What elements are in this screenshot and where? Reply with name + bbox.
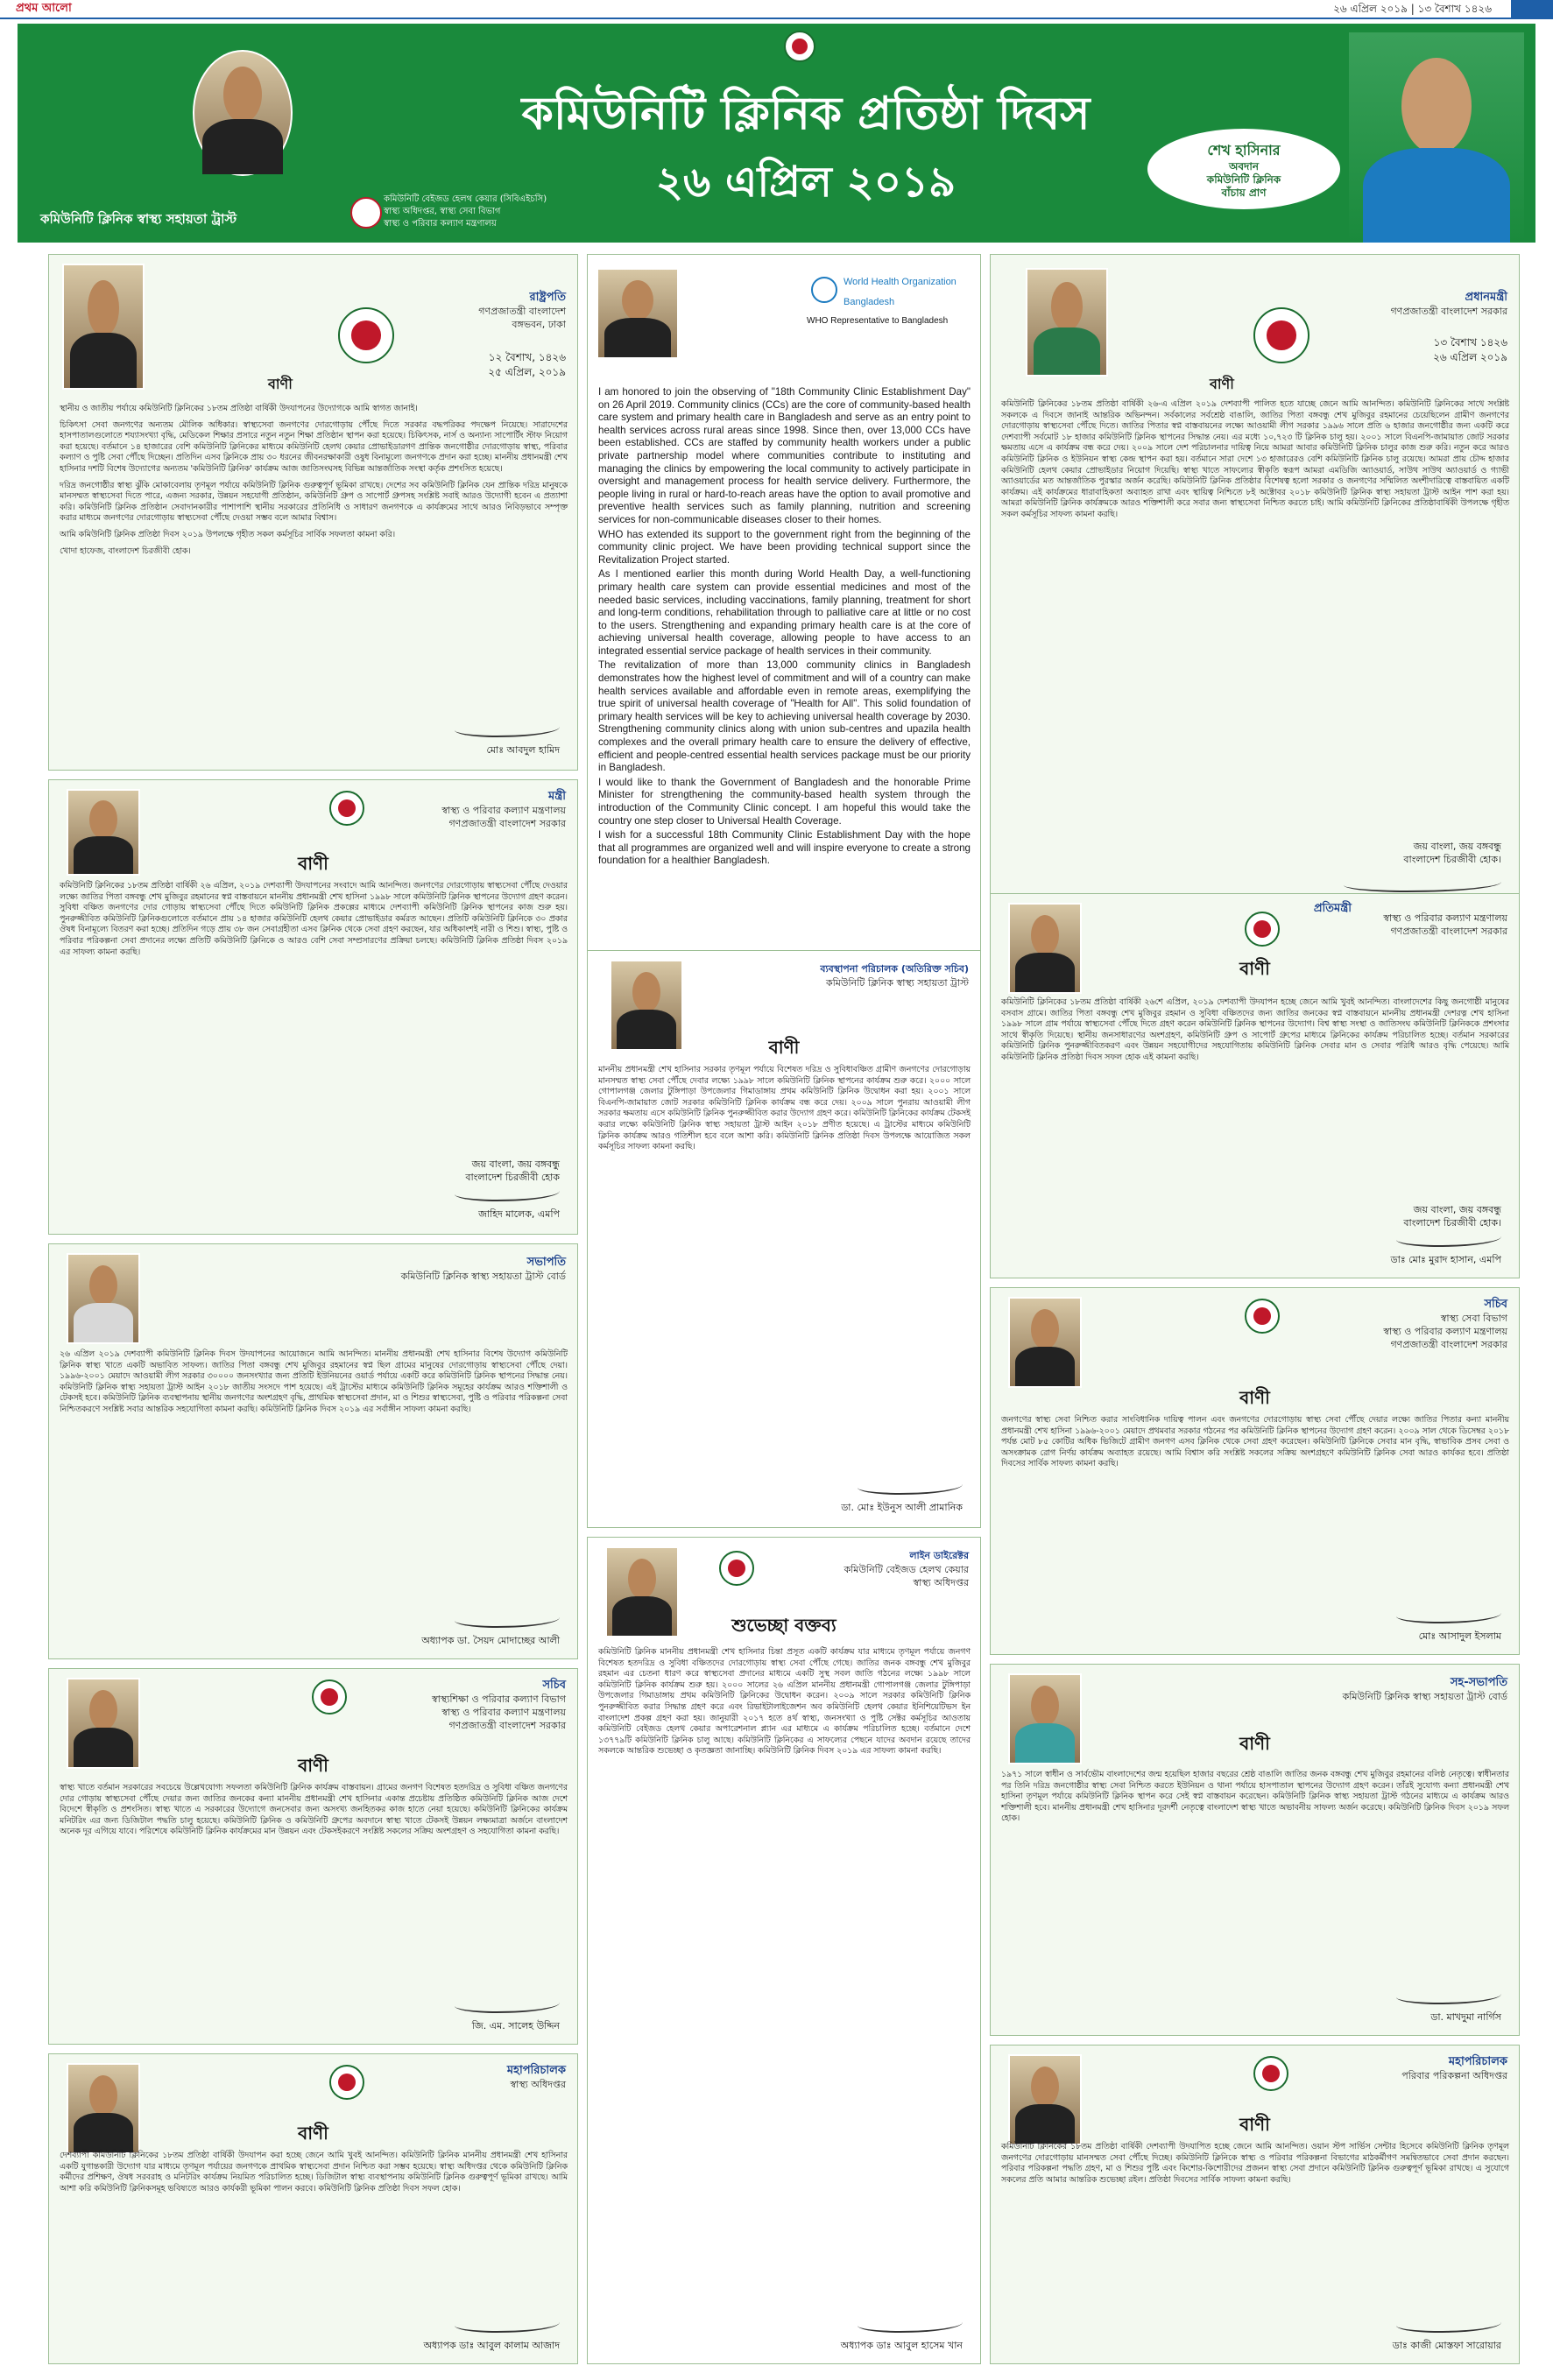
ministry-logo xyxy=(1245,912,1280,947)
health-secretary-title: সচিব xyxy=(1484,1298,1507,1311)
pm-portrait xyxy=(1349,32,1524,243)
dg-fp-signature xyxy=(1396,2315,1501,2333)
minister-org: স্বাস্থ্য ও পরিবার কল্যাণ মন্ত্রণালয় xyxy=(441,805,566,816)
president-title: রাষ্ট্রপতি xyxy=(529,291,566,304)
dg-fp-title: মহাপরিচালক xyxy=(1448,2055,1507,2068)
dg-fp-org: পরিবার পরিকল্পনা অধিদপ্তর xyxy=(1401,2070,1507,2081)
state-minister-signer: ডাঃ মোঃ মুরাদ হাসান, এমপি xyxy=(1390,1254,1501,1265)
trust-name: কমিউনিটি ক্লিনিক স্বাস্থ্য সহায়তা ট্রাস্ট xyxy=(40,211,237,227)
who-role: WHO Representative to Bangladesh xyxy=(807,316,949,326)
dg-fp-body: কমিউনিটি ক্লিনিকের ১৮তম প্রতিষ্ঠা বার্ষিকী দেশব্যাপী উদযাপিত হচ্ছে জেনে আমি আনন্দিত। ওয়ান স্টপ সার্ভিস সেন্টার হিসেবে কমিউনিটি ক্লিনিক তৃণমূল জনগণের দোরগোড়ায় মানসম্মত সেবা পৌঁছে দিচ্ছে। কমিউনিটি ক্লিনিকে স্বাস্থ্য ও পরিবার পরিকল্পনা বিভাগের মাঠকর্মীগণ সমন্বিতভাবে সেবা প্রদান করছেন। পরিবার পরিকল্পনা পদ্ধতি গ্রহণ, মা ও শিশুর পুষ্টি এবং কিশোর-কিশোরীদের প্রজনন স্বাস্থ্য সেবা প্রদানে কমিউনিটি ক্লিনিক গুরুত্বপূর্ণ ভূমিকা রাখছে। এ সুযোগে সকলের প্রতি আমার আন্তরিক শুভেচ্ছা রইল। প্রতিষ্ঠা দিবসের সার্বিক সাফল্য কামনা করছি। xyxy=(1001,2142,1509,2185)
secretary-body: স্বাস্থ্য খাতে বর্তমান সরকারের সবচেয়ে উল্লেখযোগ্য সফলতা কমিউনিটি ক্লিনিক কার্যক্রম বাস্তবায়ন। গ্রামের জনগণ বিশেষত হতদরিদ্র ও সুবিধা বঞ্চিত জনগণের দোর গোড়ায় স্বাস্থ্যসেবা পৌঁছে দেয়ার জন্য জাতির জনকের কন্যা মাননীয় প্রধানমন্ত্রী শেখ হাসিনার একান্ত প্রচেষ্টায় প্রতিষ্ঠিত কমিউনিটি ক্লিনিক আজ দেশে বিদেশে স্বীকৃতি ও প্রশংসিত। স্বাস্থ্য খাতে এ সরকারের উদ্যোগে জনসেবার জন্য অসংখ্য জনহিতকর কাজ হাতে নেয়া হয়েছে। কমিউনিটি ক্লিনিকের কার্যক্রম মনিটরিং এর জন্য ডিজিটাল পদ্ধতি চালু হয়েছে। কমিউনিটি ক্লিনিক ও কমিউনিটি গ্রুপের অবদানে স্বাস্থ্য খাতে টেকসই উন্নয়ন লক্ষ্যমাত্রা অর্জনে বাংলাদেশ অনেক দূর এগিয়ে যাবে। পরিশেষে কমিউনিটি ক্লিনিক কার্যক্রমের মান উন্নয়ন এবং টেকসইকরণে সংশ্লিষ্ট সকলের সক্রিয় অংশগ্রহণ ও সহযোগিতা কামনা করছি। xyxy=(60,1783,568,1837)
state-minister-message xyxy=(990,893,1520,1278)
president-paragraph: আমি কমিউনিটি ক্লিনিক প্রতিষ্ঠা দিবস ২০১৯ উপলক্ষে গৃহীত সকল কর্মসূচির সার্বিক সফলতা কামনা করি। xyxy=(60,529,396,539)
line-director-title: লাইন ডাইরেক্টর xyxy=(909,1550,969,1561)
banner xyxy=(18,24,1535,243)
president-message xyxy=(48,254,578,771)
pm-org: গণপ্রজাতন্ত্রী বাংলাদেশ সরকার xyxy=(1390,306,1507,317)
pm-message xyxy=(990,254,1520,928)
masthead: প্রথম আলো xyxy=(16,2,72,15)
pm-date-bangla: ১৩ বৈশাখ ১৪২৬ xyxy=(1433,336,1507,349)
president-photo xyxy=(62,264,145,390)
chairman-org: কমিউনিটি ক্লিনিক স্বাস্থ্য সহায়তা ট্রাস্ট বোর্ড xyxy=(400,1271,566,1282)
secretary-org: গণপ্রজাতন্ত্রী বাংলাদেশ সরকার xyxy=(448,1720,566,1731)
ministry-logo xyxy=(329,791,364,826)
line-director-org: স্বাস্থ্য অধিদপ্তর xyxy=(913,1577,969,1588)
secretary-title: সচিব xyxy=(542,1679,566,1692)
slogan-line: শেখ হাসিনার xyxy=(1207,142,1281,158)
president-signature xyxy=(455,720,560,737)
secretary-org: স্বাস্থ্য ও পরিবার কল্যাণ মন্ত্রণালয় xyxy=(441,1707,566,1718)
minister-signature xyxy=(455,1184,560,1201)
state-minister-body: কমিউনিটি ক্লিনিকের ১৮তম প্রতিষ্ঠা বার্ষিকী ২৬শে এপ্রিল, ২০১৯ দেশব্যাপী উদযাপন হচ্ছে জেনে আমি খুবই আনন্দিত। বাংলাদেশের কিছু জনগোষ্ঠী মানুষের বসবাস গ্রামে। জাতির পিতা বঙ্গবন্ধু শেখ মুজিবুর রহমান ও সুবিধা বঞ্চিতদের জন্য জাতির জনকের স্বপ্ন বাস্তবায়নে মাননীয় প্রধানমন্ত্রী দেশরত্ন শেখ হাসিনা ১৯৯৮ সালে গ্রাম পর্যায়ে স্বাস্থ্যসেবা পৌঁছে দিতে গ্রহণ করেন কমিউনিটি ক্লিনিক স্থাপনের উদ্যোগ। বিশ্ব স্বাস্থ্য সংস্থা ও জাতিসংঘ কমিউনিটি ক্লিনিককে প্রশংসার সাথে স্বীকৃতি দিয়েছে। স্থানীয় জনসাধারণের অংশগ্রহণ, কমিউনিটি গ্রুপ ও সাপোর্ট গ্রুপের মাধ্যমে ক্লিনিকের কার্যক্রম পরিচালিত হচ্ছে। বর্তমান সরকারের কমিউনিটি ক্লিনিক পুনরুজ্জীবিতকরণ এবং উন্নয়ন সহযোগীদের সহযোগিতায় কমিউনিটি ক্লিনিক সেবার মান ও সেবার পরিধি আরও বৃদ্ধি পেয়েছে। আমি কমিউনিটি ক্লিনিক প্রতিষ্ঠা দিবস সফল হোক এই কামনা করছি। xyxy=(1001,997,1509,1062)
who-paragraph: As I mentioned earlier this month during World Health Day, a well-functioning primary health care system can provide essential medicines and most of the needed basic services, including vaccinations, family planning, treatment for short and long-term conditions, rehabilitation through to palliative care at little or no cost to the users. Strengthening and expanding primary health care is at the core of achieving universal health coverage, allowing people to have access to an integrated essential service package of health services in their community. xyxy=(598,568,971,657)
vice-chair-title: সহ-সভাপতি xyxy=(1450,1676,1507,1689)
corner-tab xyxy=(1511,0,1553,19)
pm-closing: জয় বাংলা, জয় বঙ্গবন্ধু xyxy=(1413,841,1501,852)
chairman-title: সভাপতি xyxy=(526,1256,566,1269)
president-paragraph: দরিদ্র জনগোষ্ঠীর স্বাস্থ্য ঝুঁকি মোকাবেলায় তৃণমূল পর্যায়ে কমিউনিটি ক্লিনিক গুরুত্বপূর্ণ ভূমিকা রাখছে। দেশের সব কমিউনিটি ক্লিনিক যেন প্রান্তিক দরিদ্র মানুষকে মানসম্মত স্বাস্থ্যসেবা দিতে পারে, এজন্য সরকার, উন্নয়ন সহযোগী প্রতিষ্ঠান, কমিউনিটি গ্রুপ ও সাপোর্ট গ্রুপসহ সংশ্লিষ্ট সবাই আরও উদ্যোগী হবেন এ প্রত্যাশা করি। কমিউনিটি ক্লিনিক প্রতিষ্ঠান সেবাদানকারীর পাশাপাশি স্থানীয় সরকারের প্রতিনিধি ও সাধারণ জনগণকে এ কার্যক্রমের সাথে আরও নিবিড়ভাবে সম্পৃক্ত করার মাধ্যমে জনগণের দোরগোড়ায় স্বাস্থ্যসেবা পৌঁছে দেওয়া সম্ভব বলে আমার বিশ্বাস। xyxy=(60,480,568,524)
state-minister-org: স্বাস্থ্য ও পরিবার কল্যাণ মন্ত্রণালয় xyxy=(1383,912,1507,924)
line-director-signature xyxy=(858,2315,963,2333)
who-org: World Health Organization xyxy=(844,277,957,287)
president-paragraph: স্থানীয় ও জাতীয় পর্যায়ে কমিউনিটি ক্লিনিকের ১৮তম প্রতিষ্ঠা বার্ষিকী উদযাপনের উদ্যোগকে আমি স্বাগত জানাই। xyxy=(60,404,418,413)
state-minister-org: গণপ্রজাতন্ত্রী বাংলাদেশ সরকার xyxy=(1390,926,1507,937)
dg-health-signature xyxy=(455,2315,560,2333)
pm-closing: বাংলাদেশ চিরজীবী হোক। xyxy=(1403,854,1501,865)
cbhc-block xyxy=(350,194,716,230)
trust-md-heading: বাণী xyxy=(768,1037,800,1058)
president-heading: বাণী xyxy=(268,376,293,392)
minister-message xyxy=(48,779,578,1235)
bangabandhu-portrait xyxy=(193,50,293,176)
president-date: ২৫ এপ্রিল, ২০১৯ xyxy=(488,366,566,378)
cbhc-line: স্বাস্থ্য ও পরিবার কল্যাণ মন্ত্রণালয় xyxy=(384,219,497,229)
vice-chair-message xyxy=(990,1664,1520,2036)
gov-emblem-logo xyxy=(784,31,815,62)
dg-health-message xyxy=(48,2053,578,2364)
pm-slogan-badge xyxy=(1147,129,1340,209)
directorate-logo xyxy=(329,2065,364,2100)
pm-signature xyxy=(1344,875,1501,892)
minister-signer: জাহিদ মালেক, এমপি xyxy=(478,1208,560,1220)
greetings-body: কমিউনিটি ক্লিনিক মাননীয় প্রধানমন্ত্রী শেখ হাসিনার চিন্তা প্রসূত একটি কার্যক্রম যার মাধ্যমে তৃণমূল পর্যায়ে জনগণ বিশেষত হতদরিদ্র ও সুবিধা বঞ্চিতদের দোরগোড়ায় স্বাস্থ্য সেবা পৌঁছে গেছে। জাতির জনক বঙ্গবন্ধু শেখ মুজিবুর রহমান এর চেতনা ধারণ করে স্বাস্থ্যসেবা প্রদানের মাধ্যমে একটি সুস্থ সবল জাতি গঠনের লক্ষ্যে ১৯৯৮ সালে কমিউনিটি ক্লিনিক কার্যক্রম শুরু হয়। ২০০০ সালের ২৬ এপ্রিল মাননীয় প্রধানমন্ত্রী গোপালগঞ্জ জেলার টুঙ্গিপাড়া উপজেলার গিমাডাঙ্গায় প্রথম কমিউনিটি ক্লিনিকের উদ্বোধন করেন। ২০০৯ সালে সরকার কমিউনিটি ক্লিনিক পুনরুজ্জীবিত করার সিদ্ধান্ত গ্রহণ করে এবং রিভাইটালাইজেশন অব কমিউনিটি হেলথ কেয়ার ইনিশিয়েটিভস ইন বাংলাদেশ প্রকল্প গ্রহণ করা হয়। জানুয়ারী ২০১৭ হতে ৪র্থ স্বাস্থ্য, জনসংখ্যা ও পুষ্টি সেক্টর কর্মসূচির আওতায় কমিউনিটি বেইজড হেলথ কেয়ার অপারেশনাল প্ল্যান এর মাধ্যমে এ কার্যক্রম পরিচালিত হচ্ছে। বর্তমানে দেশে ১৩৭৭৯টি কমিউনিটি ক্লিনিক চালু আছে। কমিউনিটি ক্লিনিকের এ সাফল্যের পেছনে যাদের অবদান রয়েছে তাদের সকলকে আন্তরিক শুভেচ্ছা ও কৃতজ্ঞতা জানাচ্ছি। কমিউনিটি ক্লিনিক দিবস ২০১৯ এর সাফল্য কামনা করছি। xyxy=(598,1647,971,1757)
pm-body: কমিউনিটি ক্লিনিকের ১৮তম প্রতিষ্ঠা বার্ষিকী ২৬-এ এপ্রিল ২০১৯ দেশব্যাপী পালিত হতে যাচ্ছে জেনে আমি আনন্দিত। কমিউনিটি ক্লিনিকের সাথে সংশ্লিষ্ট সকলকে এ দিবসে জানাই আন্তরিক অভিনন্দন। সর্বকালের সর্বশ্রেষ্ঠ বাঙালি, জাতির পিতা বঙ্গবন্ধু শেখ মুজিবুর রহমানের চেয়েছিলেন গ্রামীণ জনগণের দোরগোড়ায় স্বাস্থ্যসেবা পৌঁছে দিতে। জাতির পিতার স্বপ্ন বাস্তবায়নের লক্ষ্যে আওয়ামী লীগ সরকার ১৯৯৬ সালে প্রতি ৬ হাজার জনগোষ্ঠীর জন্য একটি করে দেশব্যাপী সর্বমোট ১৮ হাজার কমিউনিটি ক্লিনিক স্থাপনের সিদ্ধান্ত নেয়। এর মধ্যে ১০,৭২৩ টি ক্লিনিক চালু হয়। ২০০১ সালে বিএনপি-জামায়াত জোট সরকার ক্ষমতায় এসে এ কার্যক্রম বন্ধ করে দেয়। ২০০৯ সালে দেশ পরিচালনার দায়িত্ব নিয়ে আমরা আবার কমিউনিটি ক্লিনিক চালুর কাজ শুরু করি। নতুন করে আরও কমিউনিটি ক্লিনিক ও ইউনিয়ন স্বাস্থ্য কেন্দ্র স্থাপন করা হয়। বর্তমানে সারা দেশে ১৩ হাজারেরও বেশি কমিউনিটি ক্লিনিক চালু রয়েছে। আমরা প্রায় চৌদ্দ হাজার কমিউনিটি হেলথ কেয়ার প্রোভাইডার নিয়োগ দিয়েছি। স্বাস্থ্য খাতে সাফল্যের স্বীকৃতি স্বরূপ আমরা এমডিজি অ্যাওয়ার্ড, সাউথ সাউথ অ্যাওয়ার্ড ও গ্যাভী অ্যাওয়ার্ডের মত আন্তর্জাতিক পুরস্কার অর্জন করেছি। কমিউনিটি ক্লিনিক প্রতিষ্ঠার বিশেষত্ব হলো সরকার ও জনগণের সম্মিলিত অংশীদারিত্বে বাস্তবায়িত একটি কার্যক্রম। এই কার্যক্রমের ধারাবাহিকতা অব্যাহত রাখা এবং স্থায়িত্ব নিশ্চিতে ৮ই অক্টোবর ২০১৮ কমিউনিটি ক্লিনিক স্বাস্থ্য সহায়তা ট্রাস্ট আইন পাশ করা হয়। আমরা কমিউনিটি ক্লিনিক কার্যক্রমকে আরও শক্তিশালী করে সবার জন্য স্বাস্থ্যসেবা নিশ্চিত করতে চাই। আমি কমিউনিটি ক্লিনিকের প্রতিষ্ঠাবার্ষিকী উপলক্ষে গৃহীত সকল কর্মসূচির সাফল্য কামনা করছি। xyxy=(1001,399,1509,519)
vice-chair-signer: ডা. মাখদুমা নার্গিস xyxy=(1430,2011,1501,2023)
secretary-signature xyxy=(455,1996,560,2013)
dg-fp-heading: বাণী xyxy=(1239,2114,1270,2135)
who-paragraph: I am honored to join the observing of "18th Community Clinic Establishment Day" on 26 April 2019. Community clinics (CCs) are the core of community-based health care system and primary health care in Bangladesh and serve as an entry point to health services across rural areas since 1998. Since then, over 13,000 CCs have been established. CCs are staffed by community health workers under a public private partnership model where communities contribute to instituting and managing the clinics by empowering the local community to actively participate in oversight and management process for health service delivery. Furthermore, the people living in rural or hard-to-reach areas have the option to avail promotive and preventive health services such as family planning, nutrition and screening services for non-communicable diseases closer to their homes. xyxy=(598,386,971,525)
secretary-org: স্বাস্থ্যশিক্ষা ও পরিবার কল্যাণ বিভাগ xyxy=(431,1693,566,1705)
line-director-org: কমিউনিটি বেইজড হেলথ কেয়ার xyxy=(844,1564,969,1575)
president-paragraph: চিকিৎসা সেবা জনগণের অন্যতম মৌলিক অধিকার। স্বাস্থ্যসেবা জনগণের দোরগোড়ায় পৌঁছে দিতে সরকার বদ্ধপরিকর পদক্ষেপ নিয়েছে। সারাদেশের হাসপাতালগুলোতে শয্যাসংখ্যা বৃদ্ধি, মেডিকেল শিক্ষার প্রসারে নতুন নতুন শিক্ষা প্রতিষ্ঠান স্থাপন করা হয়েছে। চিকিৎসক, নার্স ও অন্যান্য সাপোর্টিং স্টাফ নিয়োগ করা হয়েছে। বর্তমানে ১৪ হাজারের বেশি কমিউনিটি ক্লিনিকের মাধ্যমে কমিউনিটি হেলথ কেয়ার প্রোভাইডারগণ প্রান্তিক জনগোষ্ঠীর দোরগোড়ায় স্বাস্থ্য, পরিবার কল্যাণ ও পুষ্টি সেবা পৌঁছে দিচ্ছেন। প্রতিদিন এসব ক্লিনিকে প্রায় ৩০ ধরনের জীবনরক্ষাকারী ওষুধ বিনামূল্যে জনগণকে প্রদান করা হচ্ছে। মাননীয় প্রধানমন্ত্রী শেখ হাসিনার দশটি বিশেষ উদ্যোগের অন্যতম 'কমিউনিটি ক্লিনিক' কার্যক্রম আজ জাতিসংঘসহ বিভিন্ন আন্তর্জাতিক সংস্থা কর্তৃক প্রশংসিত হয়েছে। xyxy=(60,419,568,474)
ministry-logo xyxy=(1245,1299,1280,1334)
vice-chair-body: ১৯৭১ সালে স্বাধীন ও সার্বভৌম বাংলাদেশের জন্ম হয়েছিল হাজার বছরের শ্রেষ্ঠ বাঙালি জাতির জনক বঙ্গবন্ধু শেখ মুজিবুর রহমানের বলিষ্ঠ নেতৃত্বে। স্বাধীনতার পর তিনি দরিদ্র জনগোষ্ঠীর স্বাস্থ্য সেবা নিশ্চিত করতে ইউনিয়ন ও থানা পর্যায়ে হাসপাতাল স্থাপনের উদ্যোগ গ্রহণ করেন। তাঁরই সুযোগ্য কন্যা প্রধানমন্ত্রী শেখ হাসিনা তৃণমূল পর্যায়ে কমিউনিটি ক্লিনিক স্থাপন করে সেই স্বপ্ন বাস্তবায়ন করেছেন। কমিউনিটি ক্লিনিক স্বাস্থ্য সহায়তা ট্রাস্ট গঠনের মাধ্যমে এ কার্যক্রম আরও শক্তিশালী হবে। মাননীয় প্রধানমন্ত্রী শেখ হাসিনার দূরদর্শী নেতৃত্বে বাংলাদেশ স্বাস্থ্য খাতে অভাবনীয় সাফল্য অর্জন করেছে। কমিউনিটি ক্লিনিক দিবস ২০১৯ সফল হোক। xyxy=(1001,1770,1509,1824)
minister-closing: বাংলাদেশ চিরজীবী হোক xyxy=(465,1172,560,1183)
who-paragraph: I wish for a successful 18th Community Clinic Establishment Day with the hope that all programmes are organized well and will inspire everyone to create a strong foundation for a healthier Bangladesh. xyxy=(598,829,971,867)
president-org: গণপ্রজাতন্ত্রী বাংলাদেশ xyxy=(478,306,566,317)
slogan-line: কমিউনিটি ক্লিনিক xyxy=(1206,173,1281,186)
health-secretary-org: স্বাস্থ্য সেবা বিভাগ xyxy=(1440,1313,1507,1324)
ministry-logo xyxy=(719,1551,754,1586)
president-closing: খোদা হাফেজ, বাংলাদেশ চিরজীবী হোক। xyxy=(60,546,191,556)
state-minister-signature xyxy=(1396,1229,1501,1247)
trust-md-body: মাননীয় প্রধানমন্ত্রী শেখ হাসিনার সরকার তৃণমূল পর্যায়ে বিশেষত দরিদ্র ও সুবিধাবঞ্চিত গ্রামীণ জনগণের দোরগোড়ায় মানসম্মত স্বাস্থ্য সেবা পৌঁছে দেবার লক্ষ্যে ১৯৯৮ সালে কমিউনিটি ক্লিনিক স্থাপনের কার্যক্রম শুরু করে। ২০০০ সালে গোপালগঞ্জ জেলার টুঙ্গিপাড়া উপজেলার গিমাডাঙ্গায় প্রথম কমিউনিটি ক্লিনিক উদ্বোধন করা হয়। ২০০১ সালে বিএনপি-জামায়াত জোট সরকার কমিউনিটি ক্লিনিক কার্যক্রম বন্ধ করে দেয়। ২০০৯ সালে পুনরায় আওয়ামী লীগ সরকার ক্ষমতায় এসে কমিউনিটি ক্লিনিক পুনরুজ্জীবিত করার উদ্যোগ গ্রহণ করে। কমিউনিটি ক্লিনিকের কার্যক্রম টেকসই করার লক্ষ্যে কমিউনিটি ক্লিনিক স্বাস্থ্য সহায়তা ট্রাস্ট আইন ২০১৮ প্রণীত হয়েছে। এ ট্রাস্টের মাধ্যমে কমিউনিটি ক্লিনিক কার্যক্রম আরও গতিশীল হবে বলে আশা করি। কমিউনিটি ক্লিনিক প্রতিষ্ঠা দিবস উপলক্ষে আয়োজিত সকল কর্মসূচির সাফল্য কামনা করছি। xyxy=(598,1065,971,1152)
chairman-message xyxy=(48,1243,578,1659)
health-secretary-body: জনগণের স্বাস্থ্য সেবা নিশ্চিত করার সাংবিধানিক দায়িত্ব পালন এবং জনগণের দোরগোড়ায় স্বাস্থ্য সেবা পৌঁছে দেয়ার লক্ষ্যে জাতির পিতার কন্যা মাননীয় প্রধানমন্ত্রী শেখ হাসিনা ১৯৯৬-২০০১ মেয়াদে প্রথমবার সরকার গঠনের পর কমিউনিটি ক্লিনিক স্থাপনের উদ্যোগ গ্রহণ করেন। ২০০৯ সাল থেকে ডিসেম্বর ২০১৮ পর্যন্ত মোট ৮৫ কোটির অধিক ভিজিটে গ্রামীণ জনগণ এসব ক্লিনিক থেকে সেবা গ্রহণ করেছেন। কমিউনিটি ক্লিনিকে সেবার মান বৃদ্ধি, স্বাভাবিক প্রসব সেবা ও অসংক্রামক রোগ নির্ণয় কার্যক্রম অব্যাহত রয়েছে। আমি বিশ্বাস করি সংশ্লিষ্ট সকলের সক্রিয় অংশগ্রহণে কমিউনিটি ক্লিনিক সেবা আরও কার্যকর হবে। প্রতিষ্ঠা দিবসের সার্বিক সাফল্য কামনা করছি। xyxy=(1001,1415,1509,1469)
trust-md-org: কমিউনিটি ক্লিনিক স্বাস্থ্য সহায়তা ট্রাস্ট xyxy=(825,977,969,989)
who-rep-photo xyxy=(596,268,679,359)
greetings-heading: শুভেচ্ছা বক্তব্য xyxy=(731,1615,837,1636)
president-place: বঙ্গভবন, ঢাকা xyxy=(512,319,566,330)
line-director-signer: অধ্যাপক ডাঃ আবুল হাসেম খান xyxy=(840,2340,963,2351)
banner-title: কমিউনিটি ক্লিনিক প্রতিষ্ঠা দিবস xyxy=(521,87,1091,140)
dg-health-body: দেশব্যাপী কমিউনিটি ক্লিনিকের ১৮তম প্রতিষ্ঠা বার্ষিকী উদযাপন করা হচ্ছে জেনে আমি খুবই আনন্দিত। কমিউনিটি ক্লিনিক মাননীয় প্রধানমন্ত্রী শেখ হাসিনার একটি যুগান্তকারী উদ্যোগ যার মাধ্যমে তৃণমূল পর্যায়ের জনগণকে প্রাথমিক স্বাস্থ্যসেবা প্রদান নিশ্চিত করা সম্ভব হয়েছে। স্বাস্থ্য অধিদপ্তর থেকে কমিউনিটি ক্লিনিক কর্মীদের প্রশিক্ষণ, ঔষধ সরবরাহ ও মনিটরিং কার্যক্রম নিয়মিত পরিচালিত হচ্ছে। ডিজিটাল স্বাস্থ্য ব্যবস্থাপনায় কমিউনিটি ক্লিনিক গুরুত্বপূর্ণ ভূমিকা রাখছে। আমি আশা করি কমিউনিটি ক্লিনিকসমূহ ভবিষ্যতে আরও কার্যকরী ভূমিকা পালন করবে। কমিউনিটি ক্লিনিক প্রতিষ্ঠা দিবস সফল হোক। xyxy=(60,2151,568,2193)
greetings-message xyxy=(587,1537,981,2364)
who-logo xyxy=(811,277,837,303)
state-minister-closing: জয় বাংলা, জয় বঙ্গবন্ধু xyxy=(1413,1204,1501,1215)
cbhc-line: কমিউনিটি বেইজড হেলথ কেয়ার (সিবিএইচসি) xyxy=(384,194,547,204)
pm-photo xyxy=(1026,268,1108,377)
cbhc-logo xyxy=(350,197,382,229)
dg-health-title: মহাপরিচালক xyxy=(506,2064,566,2077)
vice-chair-signature xyxy=(1396,1987,1501,2004)
state-emblem-logo xyxy=(1253,307,1309,363)
secretary-heading: বাণী xyxy=(298,1755,328,1776)
minister-org: গণপ্রজাতন্ত্রী বাংলাদেশ সরকার xyxy=(448,818,566,829)
chairman-body: ২৬ এপ্রিল ২০১৯ দেশব্যাপী কমিউনিটি ক্লিনিক দিবস উদযাপনের আয়োজনে আমি আনন্দিত। মাননীয় প্রধানমন্ত্রী শেখ হাসিনার বিশেষ উদ্যোগ কমিউনিটি ক্লিনিক স্বাস্থ্য খাতে একটি অভাবিত সাফল্য। জাতির পিতা বঙ্গবন্ধু শেখ মুজিবুর রহমানের স্বপ্ন ছিল গ্রামের মানুষের দোরগোড়ায় স্বাস্থ্যসেবা পৌঁছে দেয়া। ১৯৯৬-২০০১ মেয়াদে আওয়ামী লীগ সরকার ৩০০০০ জনসংখ্যার জন্য প্রতিটি ইউনিয়নের ওয়ার্ড পর্যায়ে একটি করে কমিউনিটি ক্লিনিক স্থাপনের সিদ্ধান্ত নেয়। কমিউনিটি ক্লিনিক স্বাস্থ্য সহায়তা ট্রাস্ট আইন ২০১৮ জাতীয় সংসদে পাশ হয়েছে। এই ট্রাস্টের মাধ্যমে কমিউনিটি ক্লিনিক সমূহের কার্যক্রম আরও শক্তিশালী ও টেকসই হবে। কমিউনিটি ক্লিনিক ব্যবস্থাপনায় স্থানীয় জনগণের অংশগ্রহণ বৃদ্ধি, প্রাথমিক স্বাস্থ্যসেবা প্রদান, মা ও শিশুর স্বাস্থ্যসেবা, পুষ্টি ও পরিবার পরিকল্পনা সেবা নিশ্চিতকরণে সংশ্লিষ্ট সবার আন্তরিক সহযোগিতা কামনা করছি। কমিউনিটি ক্লিনিক দিবস ২০১৯ এর সর্বাঙ্গীন সাফল্য কামনা করছি। xyxy=(60,1349,568,1414)
trust-md-signer: ডা. মোঃ ইউনুস আলী প্রামানিক xyxy=(841,1502,963,1513)
dg-fp-signer: ডাঃ কাজী মোস্তফা সারোয়ার xyxy=(1392,2340,1501,2351)
president-signer: মোঃ আবদুল হামিদ xyxy=(486,744,560,756)
vice-chair-heading: বাণী xyxy=(1239,1733,1270,1754)
slogan-line: অবদান xyxy=(1228,160,1260,173)
health-secretary-signer: মোঃ আসাদুল ইসলাম xyxy=(1418,1630,1501,1642)
health-secretary-signature xyxy=(1396,1606,1501,1623)
slogan-line: বাঁচায় প্রাণ xyxy=(1221,187,1267,199)
trust-md-message xyxy=(587,950,981,1528)
health-secretary-photo xyxy=(1008,1297,1082,1388)
cbhc-line: স্বাস্থ্য অধিদপ্তর, স্বাস্থ্য সেবা বিভাগ xyxy=(384,207,501,216)
chairman-signer: অধ্যাপক ডা. সৈয়দ মোদাচ্ছের আলী xyxy=(421,1635,560,1646)
state-emblem-logo xyxy=(338,307,394,363)
chairman-signature xyxy=(455,1610,560,1628)
ministry-logo xyxy=(312,1679,347,1715)
chairman-photo xyxy=(67,1253,140,1344)
directorate-logo xyxy=(1253,2056,1288,2091)
pm-date: ২৬ এপ্রিল ২০১৯ xyxy=(1433,351,1507,363)
pm-title: প্রধানমন্ত্রী xyxy=(1465,291,1507,304)
pm-heading: বাণী xyxy=(1210,376,1234,392)
minister-closing: জয় বাংলা, জয় বঙ্গবন্ধু xyxy=(471,1158,560,1170)
minister-heading: বাণী xyxy=(298,853,328,874)
who-paragraph: The revitalization of more than 13,000 community clinics in Bangladesh demonstrates how the highest level of commitment and will of a country can make health services available and affordable even in remote areas, exemplifying the true spirit of universal health coverage of "Health for All". This solid foundation of primary health services will be key to achieving universal health coverage by 2030. Strengthening community clinics along with union sub-centres and upazila health complexes and the overall primary health care to ensure the delivery of effective, efficient and people-centred essential health services package must be our priority in Bangladesh. xyxy=(598,659,971,774)
health-secretary-org: স্বাস্থ্য ও পরিবার কল্যাণ মন্ত্রণালয় xyxy=(1383,1326,1507,1337)
minister-title: মন্ত্রী xyxy=(548,790,566,803)
trust-md-title: ব্যবস্থাপনা পরিচালক (অতিরিক্ত সচিব) xyxy=(820,963,969,975)
dg-health-signer: অধ্যাপক ডাঃ আবুল কালাম আজাদ xyxy=(423,2340,560,2351)
minister-body: কমিউনিটি ক্লিনিকের ১৮তম প্রতিষ্ঠা বার্ষিকী ২৬ এপ্রিল, ২০১৯ দেশব্যাপী উদযাপনের সংবাদে আমি আনন্দিত। জনগণের দোরগোড়ায় স্বাস্থ্যসেবা পৌঁছে দেওয়ার লক্ষ্যে জাতির পিতা বঙ্গবন্ধু শেখ মুজিবুর রহমানের স্বপ্ন বাস্তবায়নে মাননীয় প্রধানমন্ত্রী শেখ হাসিনা ১৯৯৮ সালে কমিউনিটি ক্লিনিক স্থাপনের উদ্যোগ গ্রহণ করেন। সুবিধা বঞ্চিত জনগণের দোর গোড়ায় স্বাস্থ্যসেবা পৌঁছে দিতে কমিউনিটি ক্লিনিক প্রকল্পের মাধ্যমে দেশব্যাপী কমিউনিটি ক্লিনিক স্থাপনের কাজ শুরু হয়। পুনরুজ্জীবিত কমিউনিটি ক্লিনিকগুলোতে বর্তমানে প্রায় ১৪ হাজার কমিউনিটি হেলথ কেয়ার প্রোভাইডার কর্মরত আছেন। প্রতিটি কমিউনিটি ক্লিনিকে ৩০ প্রকার ঔষধ বিনামূল্যে বিতরণ করা হচ্ছে। প্রতিদিন গড়ে প্রায় ৩৮ জন সেবাগ্রহীতা এসব ক্লিনিক থেকে সেবা গ্রহণ করছেন, যার অধিকাংশই নারী ও শিশু। স্বাস্থ্য, পুষ্টি ও পরিবার পরিকল্পনা সেবা প্রদানের লক্ষ্যে প্রতিটি কমিউনিটি ক্লিনিকে ও আরও বেশি সেবা সম্প্রসারণের প্রক্রিয়া চলছে। কমিউনিটি ক্লিনিক প্রতিষ্ঠা দিবস ২০১৯ এর সাফল্য কামনা করছি। xyxy=(60,881,568,957)
dg-fp-message xyxy=(990,2045,1520,2364)
who-paragraph: I would like to thank the Government of Bangladesh and the honorable Prime Minister for strengthening the community-based health system through the introduction of the Community Clinic concept. I am hopeful this would take the country one step closer to Universal Health Coverage. xyxy=(598,776,971,827)
health-secretary-heading: বাণী xyxy=(1239,1387,1270,1408)
state-minister-title: প্রতিমন্ত্রী xyxy=(1313,902,1352,915)
state-minister-heading: বাণী xyxy=(1239,958,1270,979)
who-paragraph: WHO has extended its support to the government right from the beginning of the community clinic project. We have been providing technical support since the Revitalization Project started. xyxy=(598,528,971,566)
president-date-bangla: ১২ বৈশাখ, ১৪২৬ xyxy=(488,351,566,363)
banner-date: ২৬ এপ্রিল ২০১৯ xyxy=(655,158,957,207)
secretary-signer: জি. এম. সালেহ উদ্দিন xyxy=(471,2020,560,2031)
health-secretary-org: গণপ্রজাতন্ত্রী বাংলাদেশ সরকার xyxy=(1390,1339,1507,1350)
secretary-message xyxy=(48,1668,578,2045)
who-country: Bangladesh xyxy=(844,297,895,307)
newspaper-top-strip xyxy=(0,0,1553,19)
vice-chair-org: কমিউনিটি ক্লিনিক স্বাস্থ্য সহায়তা ট্রাস্ট বোর্ড xyxy=(1342,1691,1507,1702)
trust-md-signature xyxy=(858,1477,963,1495)
dg-health-org: স্বাস্থ্য অধিদপ্তর xyxy=(510,2079,566,2090)
state-minister-closing: বাংলাদেশ চিরজীবী হোক। xyxy=(1403,1217,1501,1229)
issue-date: ২৬ এপ্রিল ২০১৯ | ১৩ বৈশাখ ১৪২৬ xyxy=(1333,3,1492,15)
dg-health-heading: বাণী xyxy=(298,2123,328,2144)
health-secretary-message xyxy=(990,1287,1520,1655)
